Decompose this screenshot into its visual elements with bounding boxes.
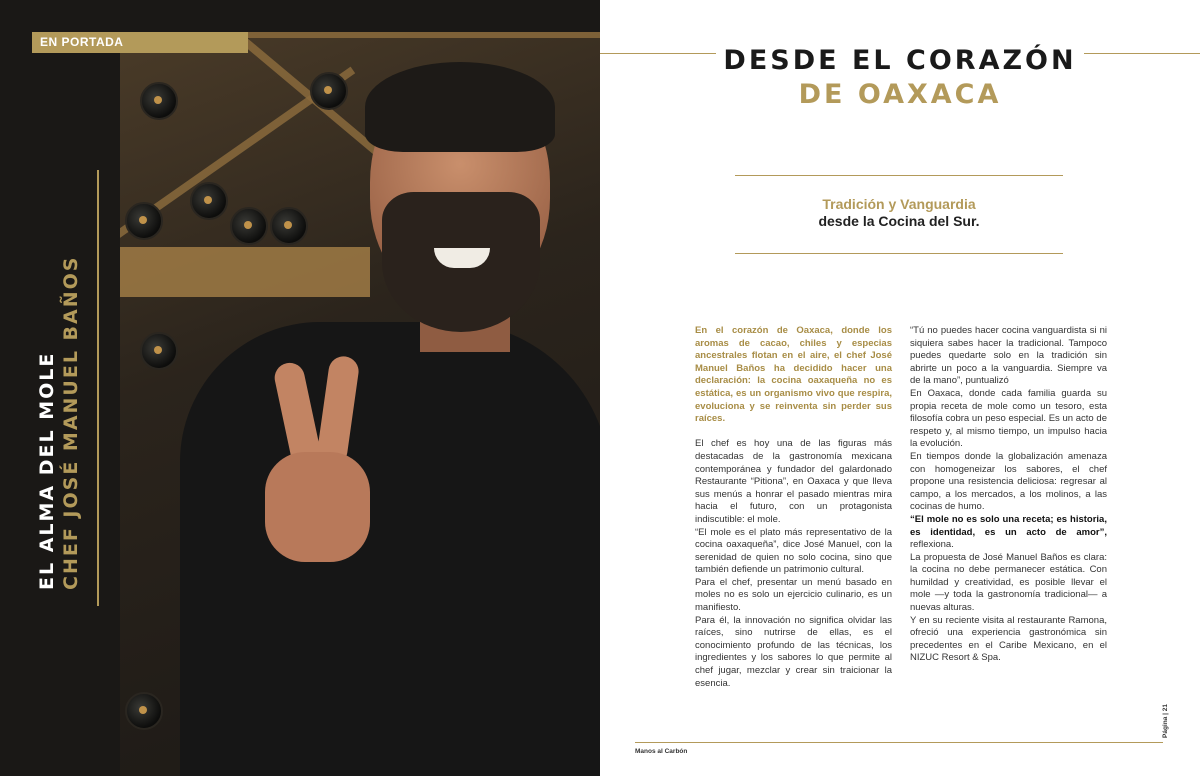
vertical-title bbox=[35, 170, 83, 590]
article-column-2 bbox=[910, 325, 1107, 665]
wine-bottle bbox=[310, 72, 348, 110]
vertical-title-line2: CHEF JOSÉ MANUEL BAÑOS bbox=[60, 255, 82, 590]
right-page bbox=[600, 0, 1200, 776]
wine-bottle bbox=[190, 182, 228, 220]
chef-jacket bbox=[180, 322, 600, 776]
headline-line2: DE OAXACA bbox=[798, 79, 1002, 110]
subheadline-line1: Tradición y Vanguardia bbox=[822, 196, 976, 212]
wine-bottle bbox=[125, 692, 163, 730]
body-paragraph: Y en su reciente visita al restaurante Ramona, ofreció una experiencia gastronómica sin precedentes en el Caribe Mexicano, en el NIZUC Resort & Spa. bbox=[910, 614, 1107, 664]
subheadline-rule-top bbox=[735, 175, 1063, 176]
lead-paragraph: En el corazón de Oaxaca, donde los aromas de cacao, chiles y especias ancestrales flotan en el aire, el chef José Manuel Baños ha decidido hacer una declaración: la cocina oaxaqueña no es estática, es un organismo vivo que respira, evoluciona y se reinventa sin perder sus raíces. bbox=[695, 325, 892, 425]
palm bbox=[265, 452, 370, 562]
wine-bottle bbox=[270, 207, 308, 245]
vertical-rule bbox=[97, 170, 99, 606]
subheadline bbox=[735, 196, 1063, 230]
pull-quote-attribution: reflexiona. bbox=[910, 539, 954, 551]
body-paragraph: Para él, la innovación no significa olvidar las raíces, sino nutrirse de ellas, es el conocimiento profundo de las técnicas, los ingredientes y los sabores lo que permite al chef jugar, mezclar y crear sin traicionar la esencia. bbox=[695, 614, 892, 689]
body-paragraph: Para el chef, presentar un menú basado en moles no es solo un ejercicio culinario, es un manifiesto. bbox=[695, 576, 892, 614]
body-paragraph: En Oaxaca, donde cada familia guarda su propia receta de mole como un tesoro, esta filosofía cobra un peso especial. Es un acto de respeto y, al mismo tiempo, un impulso hacia la evolución. bbox=[910, 387, 1107, 450]
section-tag: EN PORTADA bbox=[32, 32, 248, 53]
headline-line1: DESDE EL CORAZÓN bbox=[723, 45, 1077, 76]
finger bbox=[315, 354, 360, 467]
chef-photo bbox=[120, 32, 600, 776]
chef-hair bbox=[365, 62, 555, 152]
body-paragraph: El chef es hoy una de las figuras más destacadas de la gastronomía mexicana contemporánea y fundador del galardonado Restaurante “Pitiona”, en Oaxaca y que lleva sus menús a honrar el pasado mientras mira hacia el futuro, con un protagonista indiscutible: el mole. bbox=[695, 438, 892, 525]
body-paragraph: En tiempos donde la globalización amenaza con homogeneizar los sabores, el chef propone una resistencia deliciosa: regresar al campo, a los mercados, a los molinos, a las cocinas de humo. bbox=[910, 450, 1107, 513]
publication-name: Manos al Carbón bbox=[635, 748, 688, 755]
pull-quote-paragraph bbox=[910, 514, 1107, 552]
wine-rack-shelf bbox=[120, 247, 370, 297]
wine-bottle bbox=[230, 207, 268, 245]
pull-quote: “El mole no es solo una receta; es historia, es identidad, es un acto de amor”, bbox=[910, 513, 1107, 538]
subheadline-line2: desde la Cocina del Sur. bbox=[818, 213, 980, 229]
wine-bottle bbox=[140, 332, 178, 370]
page-number: Página | 21 bbox=[1162, 704, 1169, 738]
body-paragraph: La propuesta de José Manuel Baños es clara: la cocina no debe permanecer estática. Con humildad y creatividad, es posible llevar el mole —y toda la gastronomía tradicional— a nuevas alturas. bbox=[910, 551, 1107, 614]
wine-bottle bbox=[125, 202, 163, 240]
body-paragraph: “El mole es el plato más representativo de la cocina oaxaqueña”, dice José Manuel, con la serenidad de quien no solo cocina, sino que también defiende un patrimonio cultural. bbox=[695, 526, 892, 576]
peace-sign-hand bbox=[265, 362, 375, 572]
article-column-1 bbox=[695, 325, 892, 690]
wine-bottle bbox=[140, 82, 178, 120]
footer-rule bbox=[635, 742, 1163, 743]
vertical-title-line1: EL ALMA DEL MOLE bbox=[36, 351, 58, 590]
subheadline-rule-bottom bbox=[735, 253, 1063, 254]
headline bbox=[600, 44, 1200, 112]
body-paragraph: “Tú no puedes hacer cocina vanguardista si ni siquiera sabes hacer la tradicional. Tampoco puedes quedarte solo en la tradición sin abrirte un poco a la vanguardia. Siempre va de la mano”, puntualizó bbox=[910, 325, 1107, 387]
